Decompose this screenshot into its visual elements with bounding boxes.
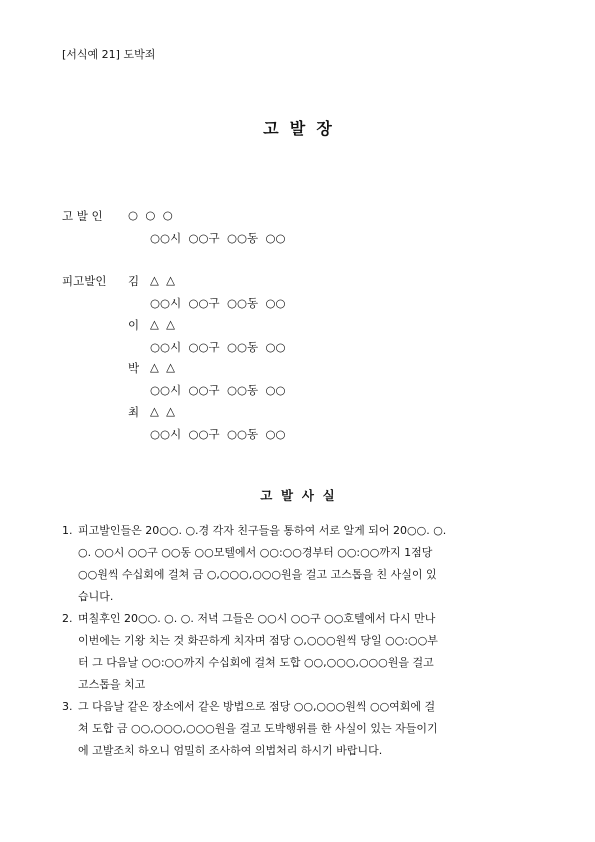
facts-title: 고 발 사 실 (260, 488, 335, 503)
accused-label: 피고발인 (62, 274, 107, 288)
fact-number: 3. (62, 700, 73, 713)
accused-name: △ △ (150, 360, 175, 374)
accused-name: △ △ (150, 273, 175, 287)
fact-line: 쳐 도합 금 ○○,○○○,○○○원을 걸고 도박행위를 한 사실이 있는 자들이기 (78, 722, 438, 735)
fact-line: 그 다음날 같은 장소에서 같은 방법으로 점당 ○○,○○○원씩 ○○여회에 걸 (78, 700, 436, 713)
complainant-address: ○○시 ○○구 ○○동 ○○ (150, 231, 286, 245)
accused-surname: 이 (128, 318, 140, 332)
accused-address: ○○시 ○○구 ○○동 ○○ (150, 296, 286, 310)
fact-number: 2. (62, 612, 73, 625)
accused-surname: 최 (128, 405, 140, 419)
fact-line: 터 그 다음날 ○○:○○까지 수십회에 걸쳐 도합 ○○,○○○,○○○원을 걸고 (78, 656, 434, 669)
accused-surname: 김 (128, 274, 140, 288)
fact-line: 이번에는 기왕 치는 것 화끈하게 치자며 점당 ○,○○○원씩 당일 ○○:○○부 (78, 634, 438, 647)
accused-name: △ △ (150, 404, 175, 418)
fact-line: 습니다. (78, 590, 114, 603)
fact-line: ○. ○○시 ○○구 ○○동 ○○모텔에서 ○○:○○경부터 ○○:○○까지 1점당 (78, 546, 433, 559)
fact-number: 1. (62, 524, 73, 537)
accused-address: ○○시 ○○구 ○○동 ○○ (150, 383, 286, 397)
accused-name: △ △ (150, 317, 175, 331)
document-title: 고 발 장 (263, 119, 332, 138)
form-label: [서식예 21] 도박죄 (62, 48, 156, 61)
accused-address: ○○시 ○○구 ○○동 ○○ (150, 427, 286, 441)
fact-line: 고스톱을 치고 (78, 678, 146, 691)
complainant-label: 고 발 인 (62, 209, 103, 223)
fact-line: 피고발인들은 20○○. ○.경 각자 친구들을 통하여 서로 알게 되어 20○○. ○. (78, 524, 447, 537)
fact-line: 에 고발조치 하오니 엄밀히 조사하여 의법처리 하시기 바랍니다. (78, 744, 383, 757)
complainant-name: ○ ○ ○ (128, 208, 173, 222)
fact-line: ○○원씩 수십회에 걸쳐 금 ○,○○○,○○○원을 걸고 고스톱을 친 사실이 있 (78, 568, 437, 581)
fact-line: 며칠후인 20○○. ○. ○. 저녁 그들은 ○○시 ○○구 ○○호텔에서 다시 만나 (78, 612, 436, 625)
accused-address: ○○시 ○○구 ○○동 ○○ (150, 340, 286, 354)
accused-surname: 박 (128, 361, 140, 375)
